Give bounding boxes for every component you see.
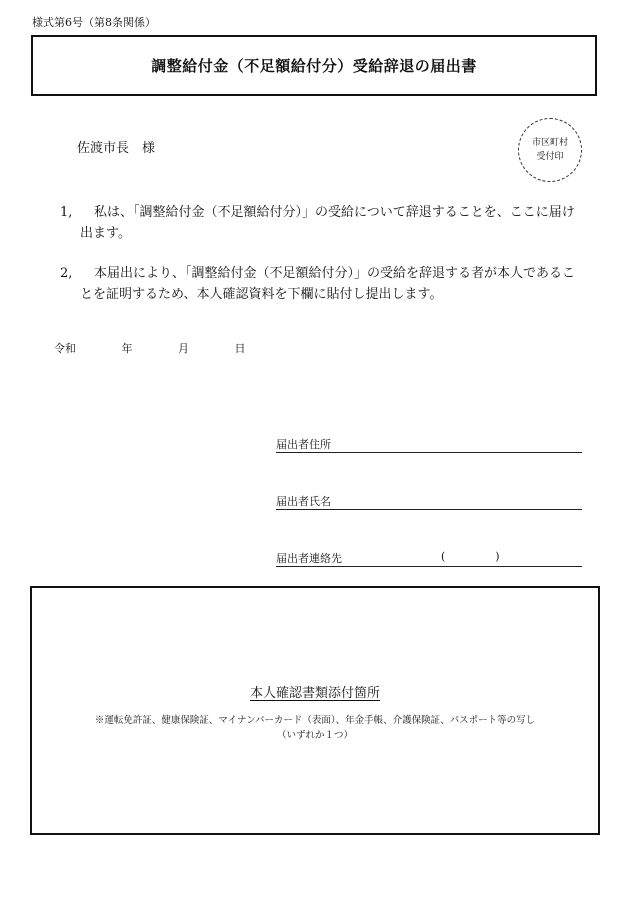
address-label: 届出者住所 <box>276 438 331 451</box>
document-title: 調整給付金（不足額給付分）受給辞退の届出書 <box>151 57 477 75</box>
paren-open: ( <box>441 550 446 563</box>
item-text: 本届出により、「調整給付金（不足額給付分）」の受給を辞退する者が本人であることを証明するため、本人確認資料を下欄に貼付し提出します。 <box>80 266 576 302</box>
name-label: 届出者氏名 <box>276 495 331 508</box>
id-attachment-box <box>30 586 600 835</box>
date-month: 月 <box>178 342 189 355</box>
stamp-label-line2: 受付印 <box>536 152 564 162</box>
declaration-item-1 <box>60 202 580 244</box>
item-number: 1, <box>60 205 73 220</box>
item-number: 2, <box>60 266 73 281</box>
name-field[interactable] <box>276 493 582 510</box>
item-text: 私は、「調整給付金（不足額給付分）」の受給について辞退することを、ここに届け出ます。 <box>80 205 575 241</box>
date-year: 年 <box>121 342 133 355</box>
id-attachment-title <box>32 682 598 701</box>
date-day: 日 <box>234 342 246 355</box>
id-attachment-title-text: 本人確認書類添付箇所 <box>249 686 380 701</box>
id-note-line1: ※運転免許証、健康保険証、マイナンバーカード（表面）、年金手帳、介護保険証、パスポート等の写し <box>94 715 536 726</box>
form-number: 様式第6号（第8条関係） <box>32 16 156 29</box>
date-line <box>54 340 266 356</box>
date-era: 令和 <box>54 342 76 355</box>
id-attachment-note <box>32 713 598 743</box>
reception-stamp-area <box>518 118 582 182</box>
phone-area-code <box>441 550 500 563</box>
paren-close: ) <box>495 550 500 563</box>
declaration-item-2 <box>60 263 580 305</box>
address-field[interactable] <box>276 436 582 453</box>
contact-field[interactable] <box>276 550 582 567</box>
contact-label: 届出者連絡先 <box>276 552 342 565</box>
addressee: 佐渡市長 様 <box>77 141 156 156</box>
id-note-line2: （いずれか１つ） <box>276 730 353 741</box>
stamp-label-line1: 市区町村 <box>531 138 568 148</box>
title-box <box>31 35 597 96</box>
